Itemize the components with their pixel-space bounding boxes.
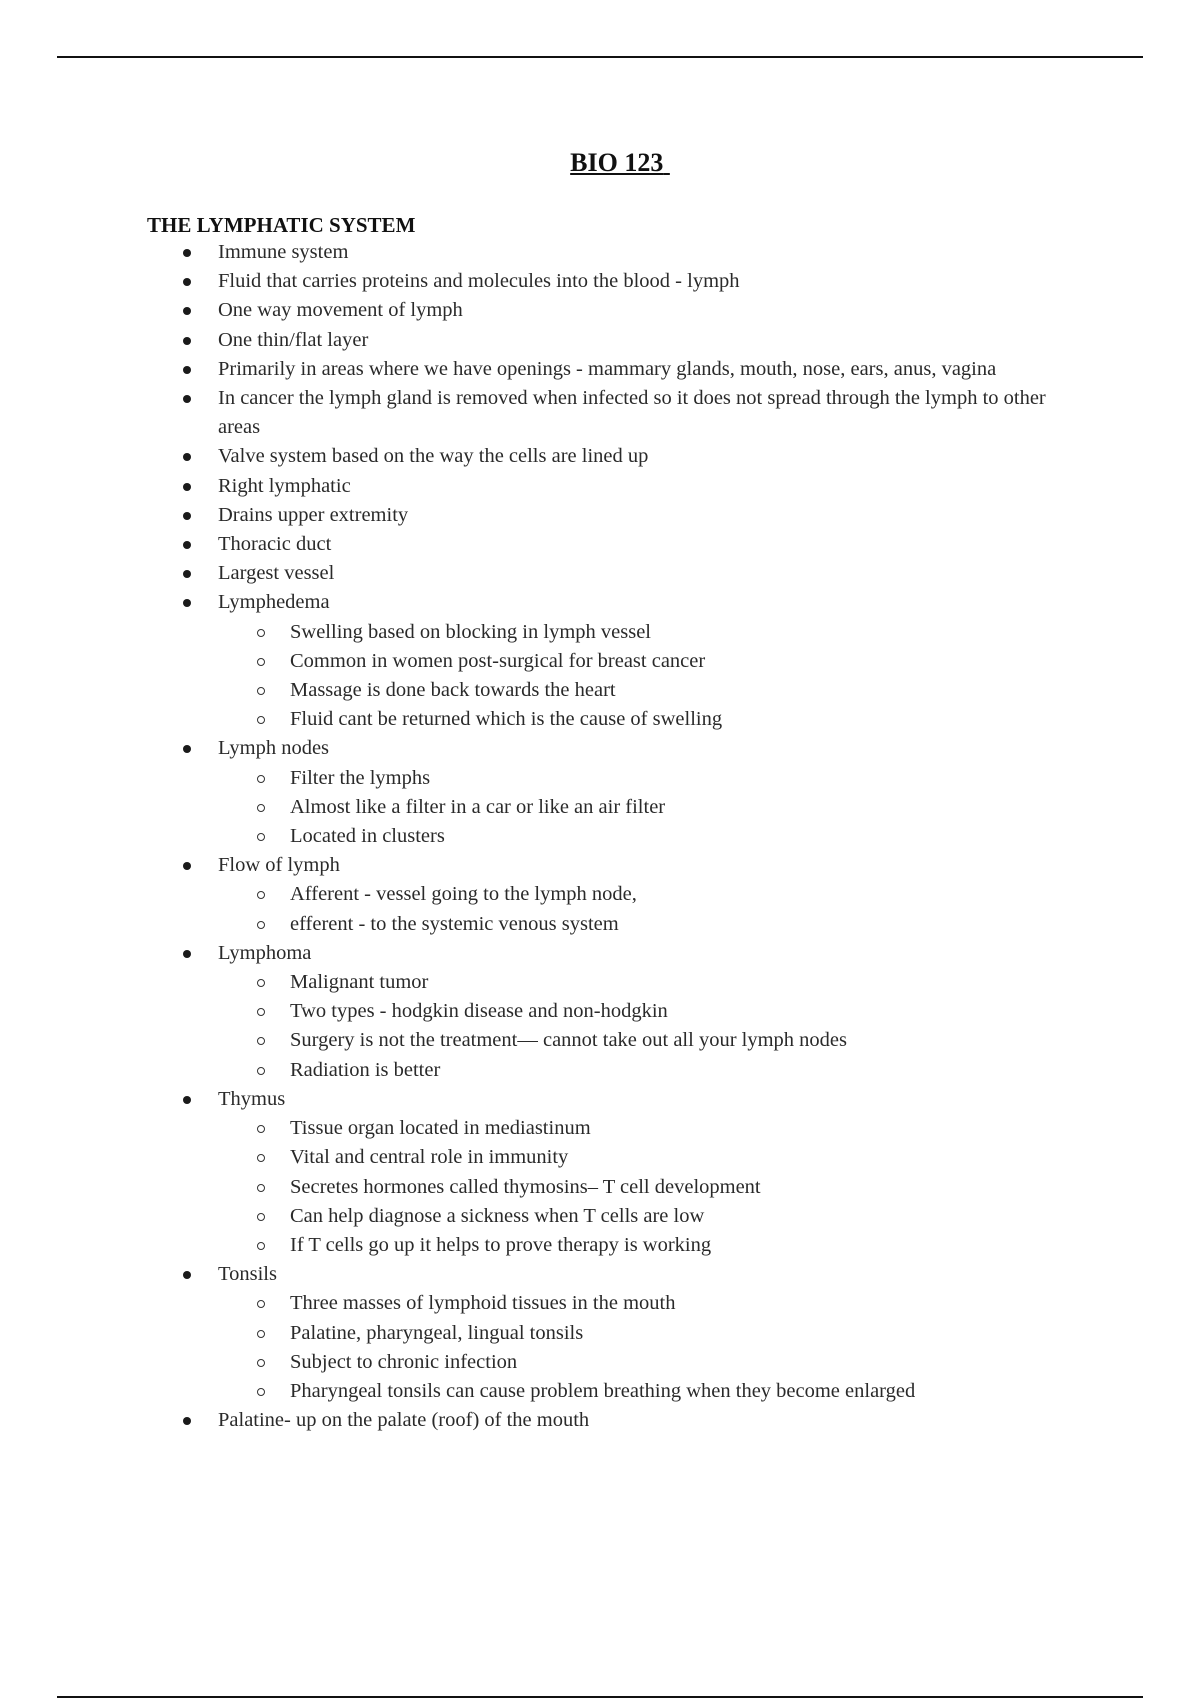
sub-list-item-text: Pharyngeal tonsils can cause problem breathing when they become enlarged — [290, 1379, 916, 1402]
circle-bullet-icon — [257, 1125, 265, 1133]
list-item — [0, 384, 1200, 442]
sub-list-item — [0, 822, 1070, 851]
list-item — [0, 355, 1200, 384]
bullet-icon — [183, 366, 191, 374]
sub-list-item-text: efferent - to the systemic venous system — [290, 912, 619, 935]
sub-list-item — [0, 676, 1070, 705]
list-item-text: Lymphedema — [218, 591, 330, 614]
sub-list-item-text: Can help diagnose a sickness when T cells are low — [290, 1204, 705, 1227]
list-item-text: In cancer the lymph gland is removed when infected so it does not spread through the lymph to other areas — [218, 387, 1046, 439]
bullet-icon — [183, 745, 191, 753]
list-item-text: Thymus — [218, 1087, 286, 1110]
list-item — [0, 851, 1200, 939]
sub-list-item — [0, 1026, 1070, 1055]
circle-bullet-icon — [257, 1037, 265, 1045]
circle-bullet-icon — [257, 1388, 265, 1396]
sub-list-item — [0, 1231, 1070, 1260]
sub-list-item — [0, 1377, 1070, 1406]
circle-bullet-icon — [257, 1242, 265, 1250]
sub-list-item-text: Fluid cant be returned which is the cause of swelling — [290, 708, 723, 731]
list-item — [0, 326, 1200, 355]
list-item — [0, 1260, 1200, 1406]
sub-list-item — [0, 1202, 1070, 1231]
sub-list — [218, 880, 1070, 938]
circle-bullet-icon — [257, 687, 265, 695]
list-item-text: Primarily in areas where we have openings - mammary glands, mouth, nose, ears, anus, vagina — [218, 357, 997, 380]
circle-bullet-icon — [257, 891, 265, 899]
list-item-text: Lymphoma — [218, 941, 312, 964]
sub-list-item — [0, 647, 1070, 676]
list-item-text: Thoracic duct — [218, 533, 332, 556]
bullet-icon — [183, 453, 191, 461]
sub-list-item-text: Located in clusters — [290, 825, 445, 848]
sub-list-item-text: Radiation is better — [290, 1058, 441, 1081]
bullet-icon — [183, 541, 191, 549]
document-title — [0, 146, 1200, 180]
bullet-icon — [183, 249, 191, 257]
sub-list-item — [0, 997, 1070, 1026]
sub-list-item — [0, 618, 1070, 647]
bottom-rule — [57, 1696, 1143, 1698]
sub-list-item-text: Common in women post-surgical for breast cancer — [290, 649, 706, 672]
circle-bullet-icon — [257, 833, 265, 841]
list-item-text: Valve system based on the way the cells are lined up — [218, 445, 649, 468]
sub-list-item-text: Subject to chronic infection — [290, 1350, 518, 1373]
bullet-icon — [183, 862, 191, 870]
sub-list-item — [0, 1173, 1070, 1202]
circle-bullet-icon — [257, 1300, 265, 1308]
list-item — [0, 939, 1200, 1085]
circle-bullet-icon — [257, 1330, 265, 1338]
list-item — [0, 1085, 1200, 1260]
list-item-text: Palatine- up on the palate (roof) of the mouth — [218, 1409, 590, 1432]
sub-list — [218, 764, 1070, 852]
circle-bullet-icon — [257, 1154, 265, 1162]
list-item — [0, 1406, 1200, 1435]
bullet-icon — [183, 337, 191, 345]
sub-list-item — [0, 1143, 1070, 1172]
bullet-icon — [183, 1417, 191, 1425]
circle-bullet-icon — [257, 1359, 265, 1367]
list-item — [0, 501, 1200, 530]
list-item — [0, 442, 1200, 471]
sub-list-item — [0, 1114, 1070, 1143]
sub-list-item — [0, 1348, 1070, 1377]
bullet-icon — [183, 570, 191, 578]
sub-list-item-text: Two types - hodgkin disease and non-hodgkin — [290, 1000, 668, 1023]
list-item-text: Lymph nodes — [218, 737, 330, 760]
sub-list-item — [0, 910, 1070, 939]
sub-list-item-text: If T cells go up it helps to prove therapy is working — [290, 1233, 712, 1256]
document-title-text: BIO 123 — [570, 148, 664, 177]
list-item-text: Tonsils — [218, 1263, 277, 1286]
sub-list-item-text: Three masses of lymphoid tissues in the mouth — [290, 1292, 676, 1315]
sub-list-item — [0, 1056, 1070, 1085]
bullet-icon — [183, 950, 191, 958]
bullet-icon — [183, 1271, 191, 1279]
list-item — [0, 267, 1200, 296]
bullet-icon — [183, 1096, 191, 1104]
list-item-text: Drains upper extremity — [218, 503, 409, 526]
circle-bullet-icon — [257, 804, 265, 812]
circle-bullet-icon — [257, 716, 265, 724]
list-item-text: Flow of lymph — [218, 854, 340, 877]
list-item-text: Right lymphatic — [218, 474, 351, 497]
sub-list — [218, 1289, 1070, 1406]
sub-list-item-text: Massage is done back towards the heart — [290, 679, 616, 702]
list-item-text: Fluid that carries proteins and molecules into the blood - lymph — [218, 270, 740, 293]
list-item — [0, 530, 1200, 559]
sub-list-item — [0, 764, 1070, 793]
sub-list-item-text: Tissue organ located in mediastinum — [290, 1117, 591, 1140]
sub-list-item — [0, 705, 1070, 734]
sub-list-item — [0, 793, 1070, 822]
notes-list — [0, 238, 1200, 1435]
section-heading: THE LYMPHATIC SYSTEM — [147, 213, 416, 237]
circle-bullet-icon — [257, 1067, 265, 1075]
list-item — [0, 238, 1200, 267]
list-item-text: One way movement of lymph — [218, 299, 463, 322]
list-item — [0, 472, 1200, 501]
sub-list-item — [0, 1319, 1070, 1348]
sub-list — [218, 618, 1070, 735]
sub-list-item — [0, 1289, 1070, 1318]
circle-bullet-icon — [257, 1213, 265, 1221]
sub-list-item-text: Afferent - vessel going to the lymph node, — [290, 883, 637, 906]
circle-bullet-icon — [257, 979, 265, 987]
sub-list-item — [0, 968, 1070, 997]
sub-list-item-text: Surgery is not the treatment— cannot take out all your lymph nodes — [290, 1029, 847, 1052]
sub-list-item-text: Almost like a filter in a car or like an air filter — [290, 795, 666, 818]
sub-list-item-text: Vital and central role in immunity — [290, 1146, 569, 1169]
sub-list-item-text: Malignant tumor — [290, 971, 429, 994]
sub-list-item-text: Filter the lymphs — [290, 766, 431, 789]
list-item-text: Immune system — [218, 241, 349, 263]
sub-list-item — [0, 880, 1070, 909]
bullet-icon — [183, 599, 191, 607]
circle-bullet-icon — [257, 775, 265, 783]
sub-list-item-text: Secretes hormones called thymosins– T cell development — [290, 1175, 761, 1198]
bullet-icon — [183, 512, 191, 520]
circle-bullet-icon — [257, 921, 265, 929]
bullet-icon — [183, 278, 191, 286]
sub-list — [218, 1114, 1070, 1260]
list-item — [0, 734, 1200, 851]
sub-list-item-text: Palatine, pharyngeal, lingual tonsils — [290, 1321, 584, 1344]
bullet-icon — [183, 483, 191, 491]
circle-bullet-icon — [257, 1184, 265, 1192]
sub-list-item-text: Swelling based on blocking in lymph vessel — [290, 620, 651, 643]
bullet-icon — [183, 307, 191, 315]
list-item-text: One thin/flat layer — [218, 328, 369, 351]
circle-bullet-icon — [257, 629, 265, 637]
sub-list — [218, 968, 1070, 1085]
top-rule — [57, 56, 1143, 58]
list-item — [0, 559, 1200, 588]
bullet-icon — [183, 395, 191, 403]
circle-bullet-icon — [257, 1008, 265, 1016]
list-item — [0, 588, 1200, 734]
list-item-text: Largest vessel — [218, 562, 335, 585]
list-item — [0, 296, 1200, 325]
circle-bullet-icon — [257, 658, 265, 666]
